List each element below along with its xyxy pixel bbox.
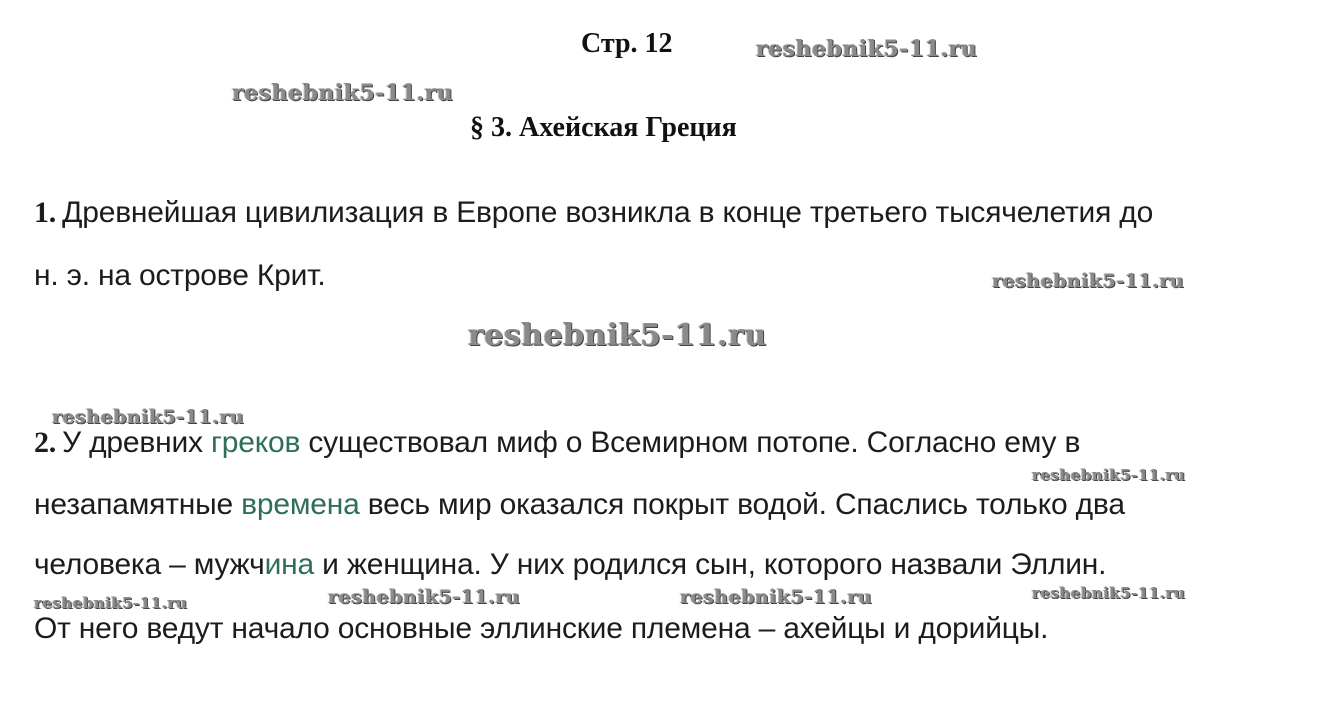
task2-line2 [34, 488, 1125, 522]
task2-line1 [34, 426, 1080, 460]
task2-line2-a: незапамятные [34, 488, 242, 521]
task2-line3 [34, 548, 1106, 582]
task1-line1 [34, 196, 1153, 230]
task2-line3-hl: ина [264, 548, 315, 581]
task2-line2-b: весь мир оказался покрыт водой. Спаслись только два [359, 488, 1125, 521]
watermark: reshebnik5-11.ru [680, 586, 873, 608]
watermark: reshebnik5-11.ru [1032, 584, 1186, 602]
task2-line3-b: и женщина. У них родился сын, которого назвали Эллин. [314, 548, 1107, 581]
watermark: reshebnik5-11.ru [1032, 466, 1186, 484]
task2-line1-a: У древних [62, 426, 211, 459]
watermark: reshebnik5-11.ru [52, 406, 245, 428]
task2-number: 2. [34, 426, 57, 459]
task2-line1-b: существовал миф о Всемирном потопе. Согласно ему в [300, 426, 1081, 459]
page-number: Стр. 12 [581, 28, 673, 59]
watermark: reshebnik5-11.ru [756, 36, 978, 62]
task2-line3-a: человека – мужч [34, 548, 265, 581]
task2-line1-hl: греков [210, 426, 301, 459]
task2-line2-hl: времена [241, 488, 360, 521]
watermark: reshebnik5-11.ru [992, 270, 1185, 292]
task1-line2: н. э. на острове Крит. [34, 259, 326, 292]
watermark: reshebnik5-11.ru [34, 594, 188, 612]
task2-line4: От него ведут начало основные эллинские племена – ахейцы и дорийцы. [34, 612, 1049, 645]
watermark: reshebnik5-11.ru [328, 586, 521, 608]
task1-line1-text: Древнейшая цивилизация в Европе возникла в конце третьего тысячелетия до [62, 196, 1154, 229]
section-title: § 3. Ахейская Греция [470, 112, 737, 143]
watermark: reshebnik5-11.ru [232, 80, 454, 106]
watermark: reshebnik5-11.ru [468, 318, 767, 353]
task1-number: 1. [34, 196, 57, 229]
